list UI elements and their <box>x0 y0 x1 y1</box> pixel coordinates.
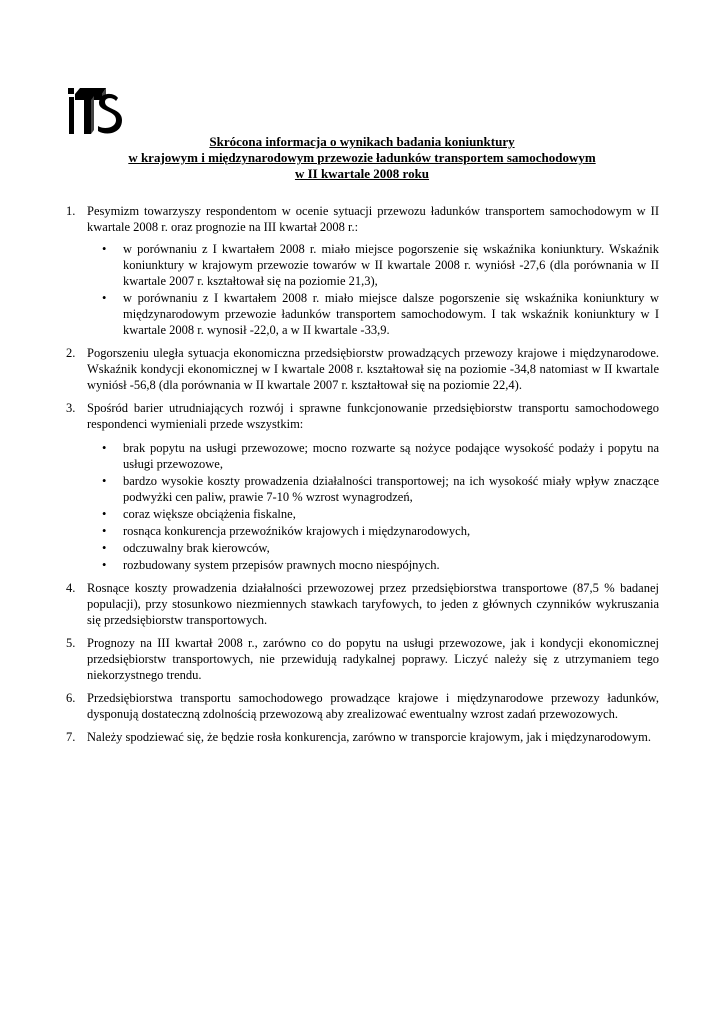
list-item-7 <box>62 729 659 745</box>
item-text: Przedsiębiorstwa transportu samochodowego prowadzące krajowe i międzynarodowe przewozy ładunków, dysponują dostateczną zdolnością przewozową aby zrealizować ewentualny wzrost zadań przewozowych. <box>87 691 659 721</box>
list-item-4 <box>62 580 659 628</box>
bullet-list <box>87 241 659 338</box>
item-text: Należy spodziewać się, że będzie rosła konkurencja, zarówno w transporcie krajowym, jak i międzynarodowym. <box>87 730 652 744</box>
title-line-3: w II kwartale 2008 roku <box>294 166 430 181</box>
list-item-5 <box>62 635 659 683</box>
item-number: 2. <box>66 346 76 360</box>
document-body <box>62 203 659 752</box>
item-number: 7. <box>66 730 76 744</box>
item-text: Pesymizm towarzyszy respondentom w ocenie sytuacji przewozu ładunków transportem samochodowym w II kwartale 2008 r. oraz prognozie na III kwartał 2008 r.: <box>87 204 659 234</box>
bullet-list <box>87 440 659 573</box>
bullet-item: • w porównaniu z I kwartałem 2008 r. miało miejsce dalsze pogorszenie się wskaźnika koniunktury w międzynarodowym przewozie ładunków transportem samochodowym. I tak wskaźnik koniunktury w I kwartale 2008 r. wynosił -22,0, a w II kwartale -33,9. <box>87 290 659 338</box>
item-text: Spośród barier utrudniających rozwój i sprawne funkcjonowanie przedsiębiorstw transportu samochodowego respondenci wymieniali przede wszystkim: <box>87 401 659 431</box>
list-item-6 <box>62 690 659 722</box>
numbered-list <box>62 203 659 745</box>
item-number: 1. <box>66 204 76 218</box>
title-line-2: w krajowym i międzynarodowym przewozie ładunków transportem samochodowym <box>128 150 596 165</box>
bullet-item: • coraz większe obciążenia fiskalne, <box>87 506 659 522</box>
document-title <box>60 134 664 182</box>
bullet-item: • w porównaniu z I kwartałem 2008 r. miało miejsce pogorszenie się wskaźnika koniunktury. Wskaźnik koniunktury w krajowym przewozie towarów w II kwartale 2008 r. wyniósł -27,6 (dla porównania w II kwartale 2007 r. kształtował się na poziomie 21,3), <box>87 241 659 289</box>
item-number: 3. <box>66 401 76 415</box>
bullet-item: • rosnąca konkurencja przewoźników krajowych i międzynarodowych, <box>87 523 659 539</box>
bullet-item: • rozbudowany system przepisów prawnych mocno niespójnych. <box>87 557 659 573</box>
item-text: Rosnące koszty prowadzenia działalności przewozowej przez przedsiębiorstwa transportowe (87,5 % badanej populacji), przy stosunkowo niezmiennych stawkach taryfowych, to jeden z głównych czynników wykruszania się przedsiębiorstw transportowych. <box>87 581 659 627</box>
item-number: 6. <box>66 691 76 705</box>
list-item-1 <box>62 203 659 338</box>
item-number: 4. <box>66 581 76 595</box>
bullet-item: • brak popytu na usługi przewozowe; mocno rozwarte są nożyce podające wysokość podaży i popytu na usługi przewozowe, <box>87 440 659 472</box>
item-number: 5. <box>66 636 76 650</box>
list-item-2 <box>62 345 659 393</box>
title-line-1: Skrócona informacja o wynikach badania koniunktury <box>209 134 515 149</box>
item-text: Pogorszeniu uległa sytuacja ekonomiczna przedsiębiorstw prowadzących przewozy krajowe i międzynarodowe. Wskaźnik kondycji ekonomicznej w I kwartale 2008 r. kształtował się na poziomie -34,8 natomiast w II kwartale wyniósł -56,8 (dla porównania w II kwartale 2007 r. kształtował się na poziomie 22,4). <box>87 346 659 392</box>
item-text: Prognozy na III kwartał 2008 r., zarówno co do popytu na usługi przewozowe, jak i kondycji ekonomicznej przedsiębiorstw transportowych, nie przewidują radykalnej poprawy. Liczyć należy się z utrzymaniem tego niekorzystnego trendu. <box>87 636 659 682</box>
bullet-item: • bardzo wysokie koszty prowadzenia działalności transportowej; na ich wysokość miały wpływ znaczące podwyżki cen paliw, prawie 7-10 % wzrost wynagrodzeń, <box>87 473 659 505</box>
list-item-3 <box>62 400 659 573</box>
its-logo-icon <box>66 86 124 136</box>
bullet-item: • odczuwalny brak kierowców, <box>87 540 659 556</box>
